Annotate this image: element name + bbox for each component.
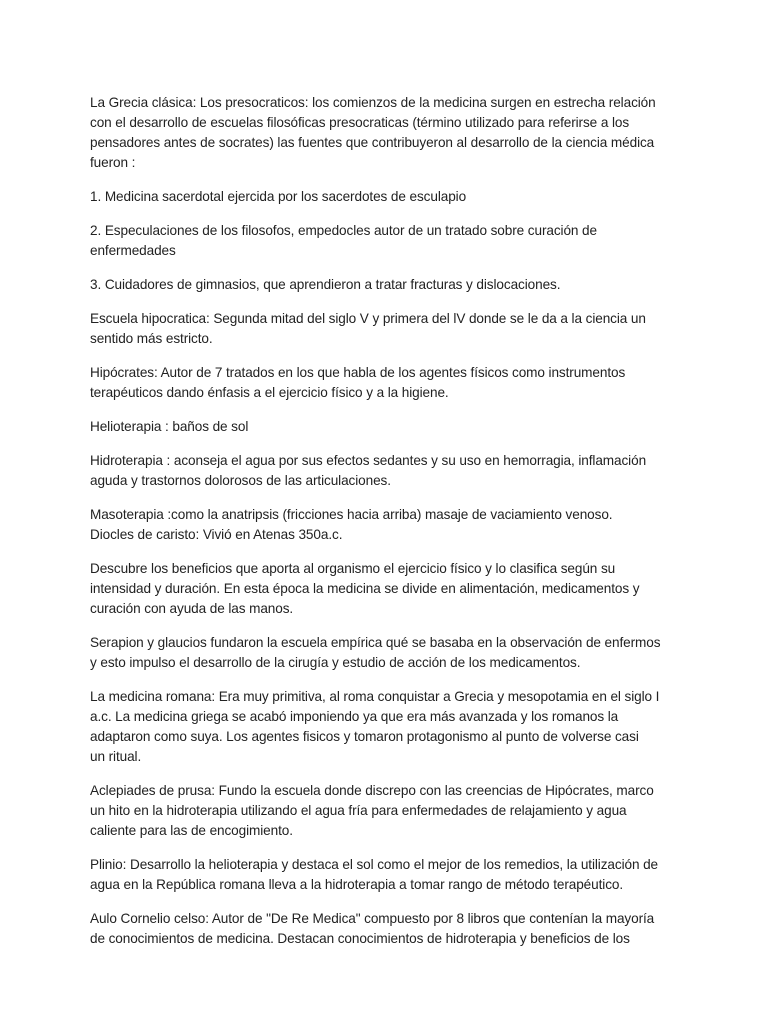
paragraph-ejercicio-fisico (90, 559, 682, 619)
text-line: Aulo Cornelio celso: Autor de "De Re Medica" compuesto por 8 libros que contenían la mayoría (90, 911, 655, 926)
text-line: agua en la República romana lleva a la hidroterapia a tomar rango de método terapéutico. (90, 877, 624, 892)
paragraph-masoterapia (90, 505, 682, 545)
text-line: con el desarrollo de escuelas filosóficas presocraticas (término utilizado para referirse a los (90, 115, 630, 130)
text-line: Plinio: Desarrollo la helioterapia y destaca el sol como el mejor de los remedios, la utilización de (90, 857, 659, 872)
text-line: un hito en la hidroterapia utilizando el agua fría para enfermedades de relajamiento y agua (90, 803, 627, 818)
text-line: fueron : (90, 155, 136, 170)
text-line: Diocles de caristo: Vivió en Atenas 350a.c. (90, 527, 343, 542)
text-line: La medicina romana: Era muy primitiva, al roma conquistar a Grecia y mesopotamia en el siglo I (90, 689, 660, 704)
text-line: Serapion y glaucios fundaron la escuela empírica qué se basaba en la observación de enfermos (90, 635, 661, 650)
text-line: 3. Cuidadores de gimnasios, que aprendieron a tratar fracturas y dislocaciones. (90, 277, 561, 292)
paragraph-escuela-empirica (90, 633, 682, 673)
list-item-3 (90, 275, 682, 295)
text-line: caliente para las de encogimiento. (90, 823, 293, 838)
paragraph-celso (90, 909, 682, 949)
text-line: de conocimientos de medicina. Destacan conocimientos de hidroterapia y beneficios de los (90, 931, 630, 946)
text-line: La Grecia clásica: Los presocraticos: los comienzos de la medicina surgen en estrecha relación (90, 95, 656, 110)
text-line: un ritual. (90, 749, 142, 764)
text-line: y esto impulso el desarrollo de la cirugía y estudio de acción de los medicamentos. (90, 655, 581, 670)
text-line: Escuela hipocratica: Segunda mitad del siglo V y primera del lV donde se le da a la ciencia un (90, 311, 646, 326)
text-line: Descubre los beneficios que aporta al organismo el ejercicio físico y lo clasifica según su (90, 561, 616, 576)
list-item-1 (90, 187, 682, 207)
text-line: 2. Especulaciones de los filosofos, empedocles autor de un tratado sobre curación de (90, 223, 597, 238)
paragraph-hipocrates (90, 363, 682, 403)
text-line: intensidad y duración. En esta época la medicina se divide en alimentación, medicamentos y (90, 581, 640, 596)
text-line: Masoterapia :como la anatripsis (fricciones hacia arriba) masaje de vaciamiento venoso. (90, 507, 613, 522)
paragraph-aclepiades (90, 781, 682, 841)
paragraph-plinio (90, 855, 682, 895)
text-line: aguda y trastornos dolorosos de las articulaciones. (90, 473, 391, 488)
text-line: Aclepiades de prusa: Fundo la escuela donde discrepo con las creencias de Hipócrates, marco (90, 783, 654, 798)
text-line: 1. Medicina sacerdotal ejercida por los sacerdotes de esculapio (90, 189, 467, 204)
text-line: curación con ayuda de las manos. (90, 601, 294, 616)
list-item-2 (90, 221, 682, 261)
text-line: pensadores antes de socrates) las fuentes que contribuyeron al desarrollo de la ciencia médica (90, 135, 655, 150)
text-line: a.c. La medicina griega se acabó imponiendo ya que era más avanzada y los romanos la (90, 709, 619, 724)
text-line: Hidroterapia : aconseja el agua por sus efectos sedantes y su uso en hemorragia, inflamación (90, 453, 647, 468)
text-line: adaptaron como suya. Los agentes fisicos y tomaron protagonismo al punto de volverse casi (90, 729, 639, 744)
text-line: enfermedades (90, 243, 176, 258)
text-line: sentido más estricto. (90, 331, 213, 346)
document-body (90, 93, 682, 963)
text-line: Hipócrates: Autor de 7 tratados en los que habla de los agentes físicos como instrumentos (90, 365, 626, 380)
paragraph-escuela-hipocratica (90, 309, 682, 349)
text-line: Helioterapia : baños de sol (90, 419, 249, 434)
paragraph-medicina-romana (90, 687, 682, 767)
paragraph-hidroterapia (90, 451, 682, 491)
paragraph-helioterapia (90, 417, 682, 437)
paragraph-grecia-clasica (90, 93, 682, 173)
text-line: terapéuticos dando énfasis a el ejercicio físico y a la higiene. (90, 385, 449, 400)
